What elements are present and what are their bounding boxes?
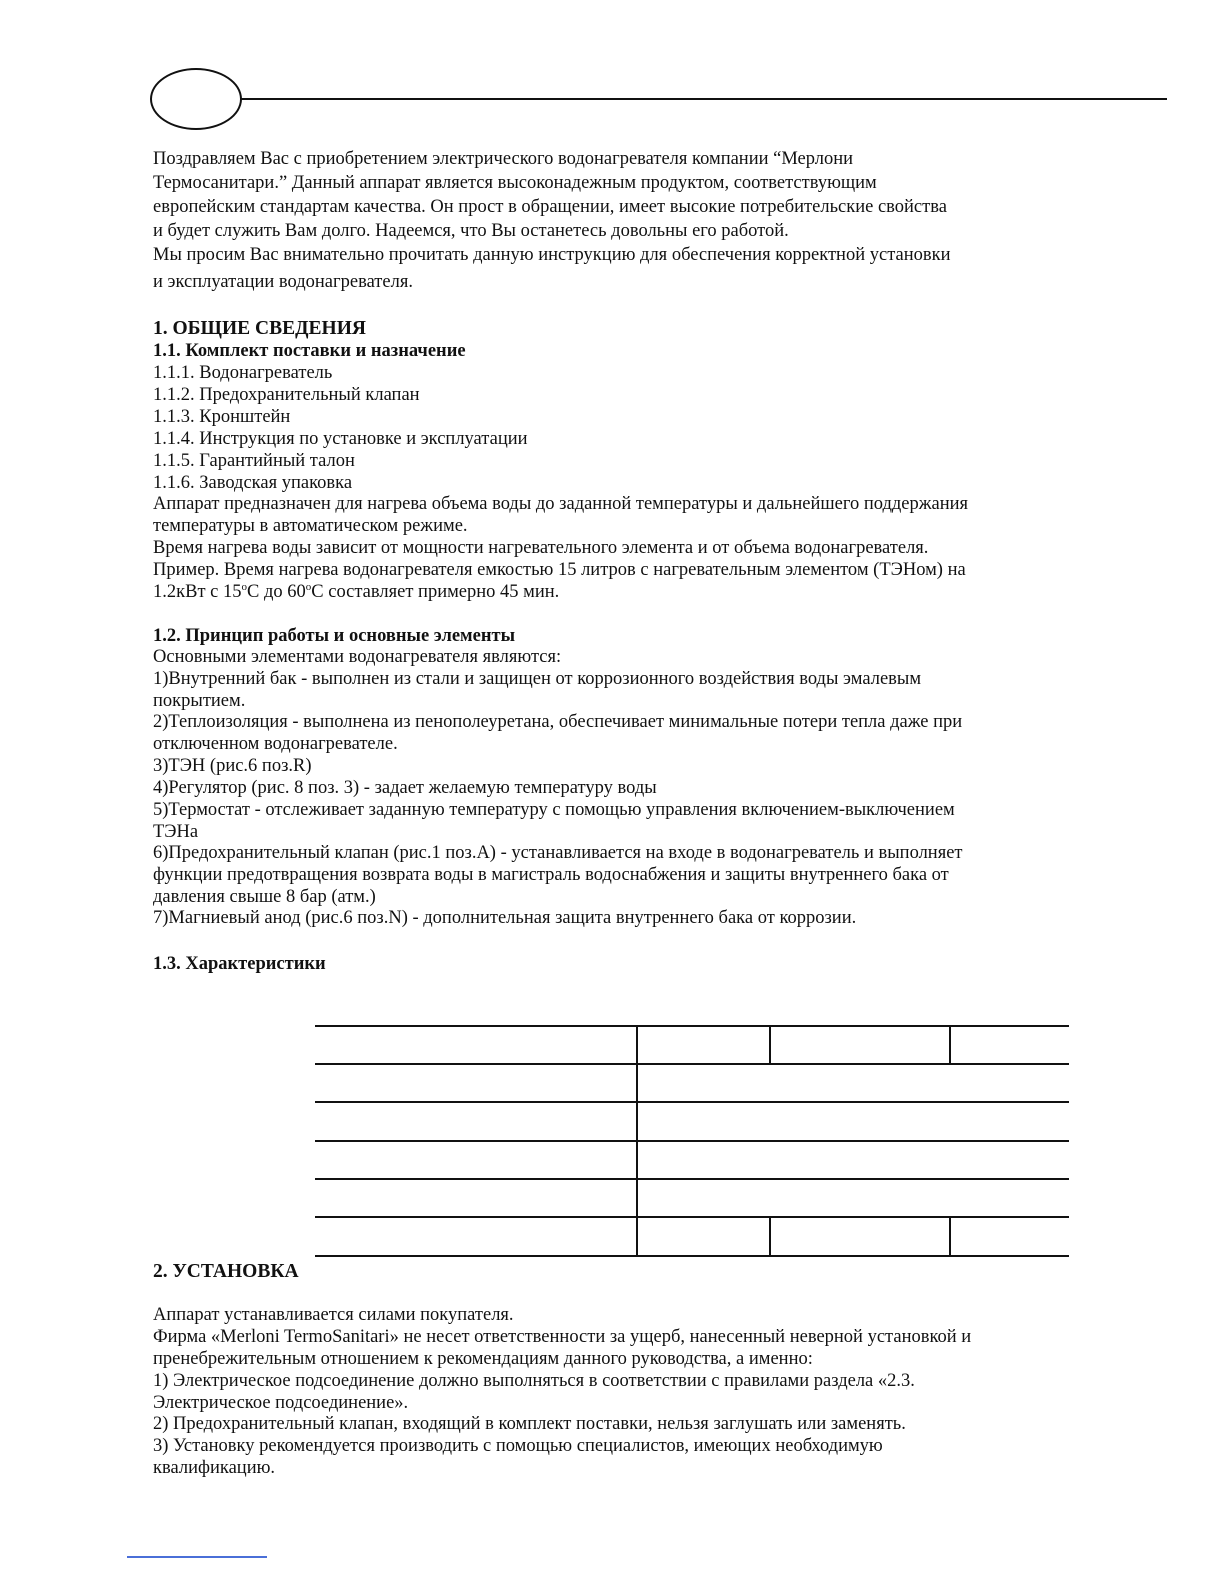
- element-line: давления свыше 8 бар (атм.): [153, 887, 376, 907]
- kit-item: 1.1.5. Гарантийный талон: [153, 451, 355, 471]
- footer-rule: [127, 1556, 267, 1558]
- kit-item: 1.1.4. Инструкция по установке и эксплуатации: [153, 429, 528, 449]
- table-rule: [949, 1216, 951, 1257]
- intro-line: и эксплуатации водонагревателя.: [153, 272, 413, 292]
- install-line: пренебрежительным отношением к рекомендациям данного руководства, а именно:: [153, 1349, 813, 1369]
- table-rule: [315, 1178, 1069, 1180]
- header-rule: [241, 98, 1167, 100]
- table-rule: [636, 1025, 638, 1257]
- table-rule: [315, 1101, 1069, 1103]
- section-2-title: 2. УСТАНОВКА: [153, 1261, 299, 1282]
- element-line: ТЭНа: [153, 822, 199, 842]
- install-line: 2) Предохранительный клапан, входящий в комплект поставки, нельзя заглушать или заменять.: [153, 1414, 906, 1434]
- purpose-line: температуры в автоматическом режиме.: [153, 516, 468, 536]
- intro-line: Термосанитари.” Данный аппарат является высоконадежным продуктом, соответствующим: [153, 173, 877, 193]
- element-line: отключенном водонагревателе.: [153, 734, 398, 754]
- element-line: покрытием.: [153, 691, 246, 711]
- kit-item: 1.1.2. Предохранительный клапан: [153, 385, 420, 405]
- table-rule: [315, 1255, 1069, 1257]
- table-rule: [315, 1140, 1069, 1142]
- element-line: 6)Предохранительный клапан (рис.1 поз.А) - устанавливается на входе в водонагреватель и выполняет: [153, 843, 963, 863]
- example-text: С составляет примерно 45 мин.: [311, 582, 560, 602]
- kit-item: 1.1.3. Кронштейн: [153, 407, 291, 427]
- intro-line: Мы просим Вас внимательно прочитать данную инструкцию для обеспечения корректной установки: [153, 245, 951, 265]
- example-text: С до 60: [247, 582, 306, 602]
- example-text: 1.2кВт с 15: [153, 582, 242, 602]
- install-line: 1) Электрическое подсоединение должно выполняться в соответствии с правилами раздела «2.3.: [153, 1371, 915, 1391]
- characteristics-table: [315, 1025, 1069, 1257]
- purpose-line: Аппарат предназначен для нагрева объема воды до заданной температуры и дальнейшего поддержания: [153, 494, 969, 514]
- example-line: [153, 581, 559, 603]
- install-line: 3) Установку рекомендуется производить с помощью специалистов, имеющих необходимую: [153, 1436, 883, 1456]
- subsection-1-3-title: 1.3. Характеристики: [153, 954, 326, 974]
- section-1-title: 1. ОБЩИЕ СВЕДЕНИЯ: [153, 318, 366, 339]
- purpose-line: Время нагрева воды зависит от мощности нагревательного элемента и от объема водонагревателя.: [153, 538, 929, 558]
- subsection-1-1-title: 1.1. Комплект поставки и назначение: [153, 341, 466, 361]
- element-line: 4)Регулятор (рис. 8 поз. 3) - задает желаемую температуру воды: [153, 778, 657, 798]
- page-number-oval: [150, 68, 242, 130]
- install-line: Аппарат устанавливается силами покупателя.: [153, 1305, 514, 1325]
- element-line: Основными элементами водонагревателя являются:: [153, 647, 562, 667]
- subsection-1-2-title: 1.2. Принцип работы и основные элементы: [153, 626, 516, 646]
- intro-line: европейским стандартам качества. Он прост в обращении, имеет высокие потребительские свойства: [153, 197, 947, 217]
- install-line: Фирма «Merloni TermoSanitari» не несет ответственности за ущерб, нанесенный неверной установкой и: [153, 1327, 972, 1347]
- degree-mark: о: [241, 580, 247, 593]
- element-line: 7)Магниевый анод (рис.6 поз.N) - дополнительная защита внутреннего бака от коррозии.: [153, 908, 857, 928]
- install-line: квалификацию.: [153, 1458, 276, 1478]
- table-rule: [769, 1025, 771, 1063]
- degree-mark: о: [305, 580, 312, 593]
- intro-line: и будет служить Вам долго. Надеемся, что Вы останетесь довольны его работой.: [153, 221, 789, 241]
- table-rule: [769, 1216, 771, 1257]
- element-line: 5)Термостат - отслеживает заданную температуру с помощью управления включением-выключением: [153, 800, 955, 820]
- table-rule: [315, 1025, 1069, 1027]
- intro-line: Поздравляем Вас с приобретением электрического водонагревателя компании “Мерлони: [153, 149, 854, 169]
- purpose-line: Пример. Время нагрева водонагревателя емкостью 15 литров с нагревательным элементом (ТЭНом) на: [153, 560, 966, 580]
- table-rule: [315, 1216, 1069, 1218]
- table-rule: [315, 1063, 1069, 1065]
- element-line: 1)Внутренний бак - выполнен из стали и защищен от коррозионного воздействия воды эмалевым: [153, 669, 922, 689]
- table-rule: [949, 1025, 951, 1063]
- kit-item: 1.1.1. Водонагреватель: [153, 363, 333, 383]
- element-line: 3)ТЭН (рис.6 поз.R): [153, 756, 312, 776]
- element-line: функции предотвращения возврата воды в магистраль водоснабжения и защиты внутреннего бака от: [153, 865, 949, 885]
- kit-item: 1.1.6. Заводская упаковка: [153, 473, 353, 493]
- install-line: Электрическое подсоединение».: [153, 1393, 409, 1413]
- element-line: 2)Теплоизоляция - выполнена из пенополеуретана, обеспечивает минимальные потери тепла даже при: [153, 712, 963, 732]
